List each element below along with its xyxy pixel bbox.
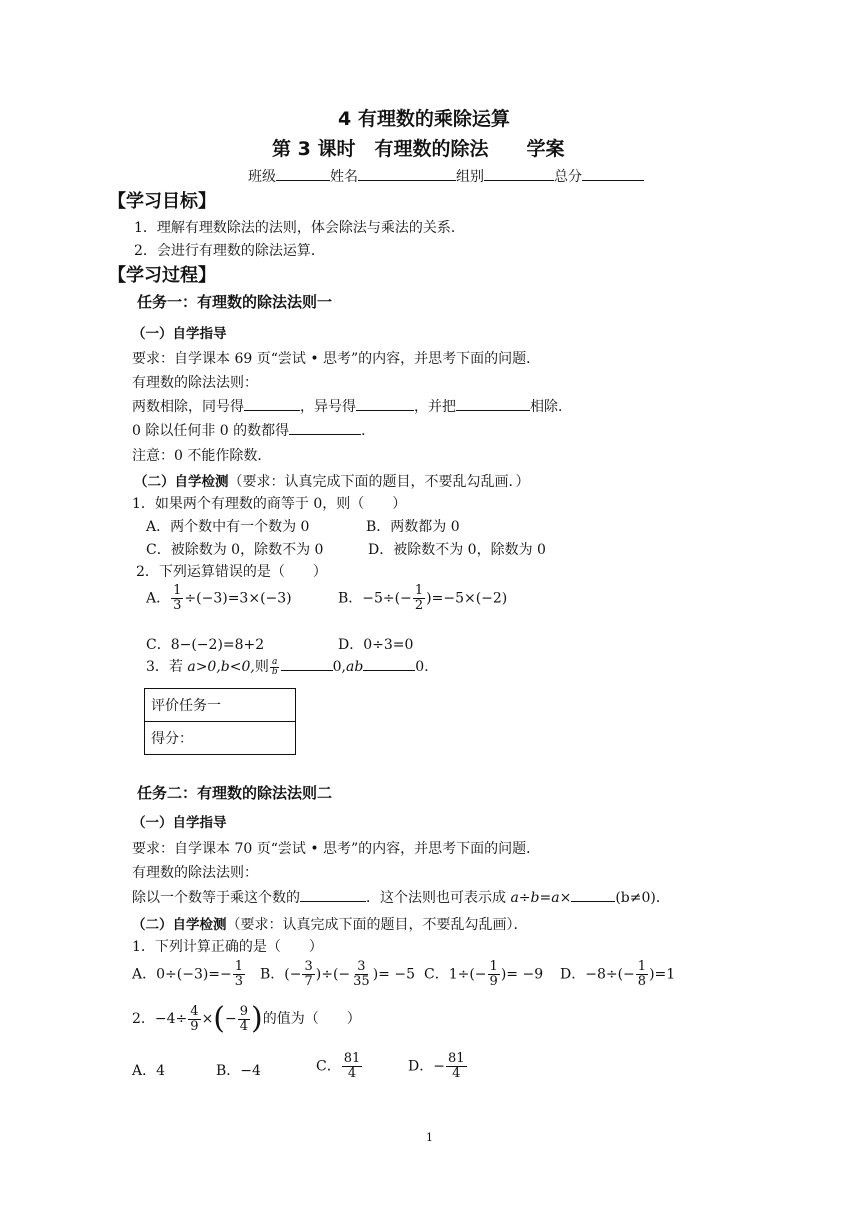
goal-item-1: 1．理解有理数除法的法则，体会除法与乘法的关系． [134, 220, 465, 236]
eval-title-cell: 评价任务一 [145, 689, 296, 722]
expression: D．−8÷(− [560, 966, 635, 983]
name-blank[interactable] [358, 166, 456, 181]
t1-q1-option-c[interactable]: C．被除数为 0，除数不为 0 [146, 542, 324, 558]
expression: )=1 [649, 966, 676, 983]
task2-rule-title: 有理数的除法法则： [132, 865, 258, 881]
denominator: 9 [489, 974, 498, 989]
option-label: A． [146, 590, 171, 607]
expression: )= −9 [500, 966, 544, 983]
process-heading: 【学习过程】 [108, 265, 216, 286]
fraction [413, 584, 425, 613]
fraction [171, 584, 183, 613]
abs-value-blank[interactable] [456, 396, 530, 411]
t1-q2-option-d[interactable]: D．0÷3=0 [338, 637, 414, 653]
product-sign-blank[interactable] [363, 656, 415, 671]
task2-title: 任务二：有理数的除法法则二 [137, 784, 333, 802]
rule-text: ．这个法则也可表示成 [366, 890, 511, 906]
expression: B．(− [260, 966, 302, 983]
denominator: 8 [637, 974, 647, 989]
class-label: 班级 [248, 169, 276, 185]
t2-q2-option-c[interactable] [316, 1052, 363, 1081]
condition: a>0,b<0, [187, 659, 255, 675]
task1-check-title: （二）自学检测 [134, 474, 229, 490]
fraction [446, 1052, 467, 1081]
question-text: 0． [415, 659, 439, 675]
rule-text: (b≠0)． [615, 890, 670, 906]
fraction [233, 960, 245, 989]
t2-q2-option-d[interactable] [408, 1052, 468, 1081]
t2-question-1: 1．下列计算正确的是（ ） [132, 939, 323, 955]
t2-q1-option-d[interactable] [560, 960, 675, 989]
fraction [238, 1005, 250, 1034]
numerator: 3 [357, 959, 366, 974]
t1-q2-option-b[interactable] [338, 584, 507, 613]
eval-score-cell[interactable]: 得分： [145, 722, 296, 755]
denominator: 2 [414, 598, 424, 613]
t1-question-1: 1．如果两个有理数的商等于 0，则（ ） [132, 496, 407, 512]
reciprocal-blank[interactable] [300, 887, 366, 902]
fraction [270, 658, 280, 677]
denominator: 4 [239, 1018, 249, 1034]
numerator: 1 [173, 583, 182, 598]
task1-check-requirement: （要求：认真完成下面的题目，不要乱勾乱画．） [228, 474, 530, 490]
group-blank[interactable] [484, 166, 554, 181]
same-sign-blank[interactable] [244, 396, 300, 411]
fraction [188, 1005, 200, 1034]
expression: 2．−4÷ [132, 1011, 188, 1027]
rule-text: ，异号得 [300, 399, 356, 415]
t2-q1-option-b[interactable] [260, 960, 415, 989]
numerator: 9 [239, 1003, 249, 1019]
expression: − [225, 1011, 237, 1027]
task1-evaluation-table [144, 688, 296, 755]
rule-text: 两数相除，同号得 [132, 399, 244, 415]
t1-q1-option-b[interactable]: B．两数都为 0 [366, 519, 460, 535]
denominator: 4 [452, 1066, 461, 1081]
task2-check-line [132, 913, 528, 934]
goals-heading: 【学习目标】 [108, 191, 216, 212]
question-text: 3．若 [146, 659, 188, 675]
score-blank[interactable] [582, 166, 644, 181]
rule-text: ． [361, 423, 376, 439]
task2-check-title: （二）自学检测 [132, 917, 227, 933]
numerator: 3 [304, 959, 313, 974]
goal-item-2: 2．会进行有理数的除法运算． [134, 243, 325, 259]
t2-q2-option-b[interactable]: B．−4 [216, 1063, 261, 1079]
group-label: 组别 [456, 169, 484, 185]
t1-question-3 [146, 656, 438, 677]
class-blank[interactable] [276, 166, 330, 181]
expression: ÷(−3)=3×(−3) [184, 590, 292, 607]
product-term: ab [345, 659, 364, 675]
task1-check-line [134, 470, 530, 491]
numerator: a [272, 656, 278, 667]
name-label: 姓名 [330, 169, 358, 185]
formula-blank[interactable] [571, 887, 615, 902]
expression: )= −5 [372, 966, 415, 983]
expression: )=−5×(−2) [426, 590, 508, 607]
score-label: 总分 [554, 169, 582, 185]
denominator: 9 [190, 1018, 199, 1034]
expression: −5÷(− [362, 590, 412, 607]
rule-text: 0 除以任何非 0 的数都得 [132, 423, 290, 439]
numerator: 1 [414, 583, 424, 598]
fraction [351, 960, 372, 989]
task2-guide-requirement: 要求：自学课本 70 页“尝试 • 思考”的内容，并思考下面的问题． [132, 841, 541, 857]
numerator: 1 [489, 959, 498, 974]
task1-rule-line [132, 396, 572, 416]
numerator: 4 [190, 1003, 199, 1019]
formula: a÷b=a× [510, 890, 572, 906]
page-subtitle: 第 3 课时 有理数的除法 学案 [272, 138, 565, 160]
rule-text: ，并把 [414, 399, 456, 415]
fraction [302, 960, 314, 989]
t2-q1-option-a[interactable] [132, 960, 246, 989]
numerator: 1 [637, 959, 647, 974]
t2-q1-option-c[interactable] [424, 960, 543, 989]
fraction [636, 960, 648, 989]
task1-zero-rule [132, 420, 375, 440]
option-label: B． [338, 590, 363, 607]
numerator: 1 [234, 959, 244, 974]
rule-text: 除以一个数等于乘这个数的 [132, 890, 300, 906]
denominator: 3 [234, 974, 244, 989]
task2-check-requirement: （要求：认真完成下面的题目，不要乱勾乱画）． [226, 917, 528, 933]
t1-q1-option-d[interactable]: D．被除数不为 0，除数为 0 [368, 542, 546, 558]
diff-sign-blank[interactable] [356, 396, 414, 411]
t1-q2-option-c[interactable]: C．8−(−2)=8+2 [146, 637, 265, 653]
task2-rule-line [132, 887, 670, 907]
numerator: 81 [447, 1051, 465, 1066]
task1-guide-title: （一）自学指导 [132, 326, 227, 342]
question-text: 0, [332, 659, 346, 675]
student-info-line [248, 166, 644, 186]
expression: × [201, 1011, 214, 1027]
t1-q1-option-a[interactable]: A．两个数中有一个数为 0 [146, 519, 310, 535]
denominator: 4 [347, 1066, 357, 1081]
question-text: 的值为（ ） [262, 1011, 361, 1027]
denominator: 35 [353, 974, 370, 989]
option-label: C． [316, 1058, 341, 1075]
denominator: b [271, 666, 278, 677]
fraction [488, 960, 500, 989]
question-text: 则 [254, 659, 269, 675]
expression: A．0÷(−3)=− [132, 966, 232, 983]
task1-note: 注意：0 不能作除数． [132, 448, 272, 464]
denominator: 3 [173, 598, 182, 613]
t2-question-2 [132, 1001, 361, 1036]
quotient-sign-blank[interactable] [281, 656, 333, 671]
option-label: D．− [408, 1058, 445, 1075]
task1-guide-requirement: 要求：自学课本 69 页“尝试 • 思考”的内容，并思考下面的问题． [132, 351, 541, 367]
task1-rule-title: 有理数的除法法则： [132, 375, 258, 391]
zero-result-blank[interactable] [289, 420, 361, 435]
t1-q2-option-a[interactable] [146, 584, 292, 613]
expression: C．1÷(− [424, 966, 487, 983]
left-paren: ( [213, 1001, 226, 1036]
fraction [342, 1052, 363, 1081]
t2-q2-option-a[interactable]: A．4 [132, 1063, 166, 1079]
denominator: 7 [304, 974, 313, 989]
task2-guide-title: （一）自学指导 [132, 815, 227, 831]
right-paren: ) [251, 1001, 263, 1036]
rule-text: 相除． [530, 399, 572, 415]
task1-title: 任务一：有理数的除法法则一 [137, 293, 333, 311]
page-title: 4 有理数的乘除运算 [338, 108, 510, 130]
numerator: 81 [343, 1051, 361, 1066]
page-number: 1 [426, 1131, 433, 1144]
expression: )÷(− [315, 966, 351, 983]
t1-question-2: 2．下列运算错误的是（ ） [136, 564, 327, 580]
